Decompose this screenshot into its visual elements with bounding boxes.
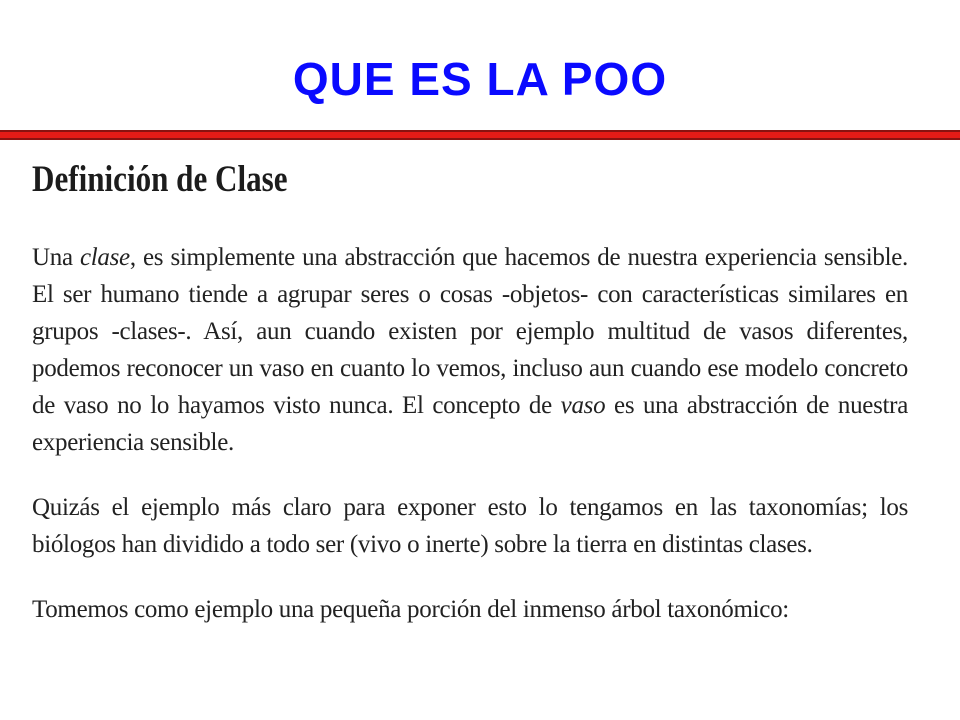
paragraph-example: Tomemos como ejemplo una pequeña porción del inmenso árbol taxonómico: [32,595,789,623]
paragraph-text: , es simplemente una abstracción que hacemos de nuestra experiencia sensible. El ser humano tiende a agrupar seres o cosas -objetos- con características similares en grupos -clases-. Así, aun cuando existen por ejemplo multitud de vasos diferentes, podemos reconocer un vaso en cuanto lo vemos, incluso aun cuando ese modelo concreto de vaso no lo hayamos visto nunca. El concepto de [32,243,908,419]
term-clase: clase [79,243,130,271]
term-vaso: vaso [560,391,606,419]
paragraph-text: Una [32,243,80,271]
paragraph-text: es una abstracción de nuestra experiencia sensible. [32,391,908,456]
slide-title: QUE ES LA POO [292,53,668,105]
title-divider [0,130,960,140]
section-heading: Definición de Clase [32,159,288,200]
document-body [32,160,908,628]
paragraph-taxonomy: Quizás el ejemplo más claro para exponer esto lo tengamos en las taxonomías; los biólogos han dividido a todo ser (vivo o inerte) sobre la tierra en distintas clases. [32,493,908,558]
paragraph-class-definition [32,239,908,461]
